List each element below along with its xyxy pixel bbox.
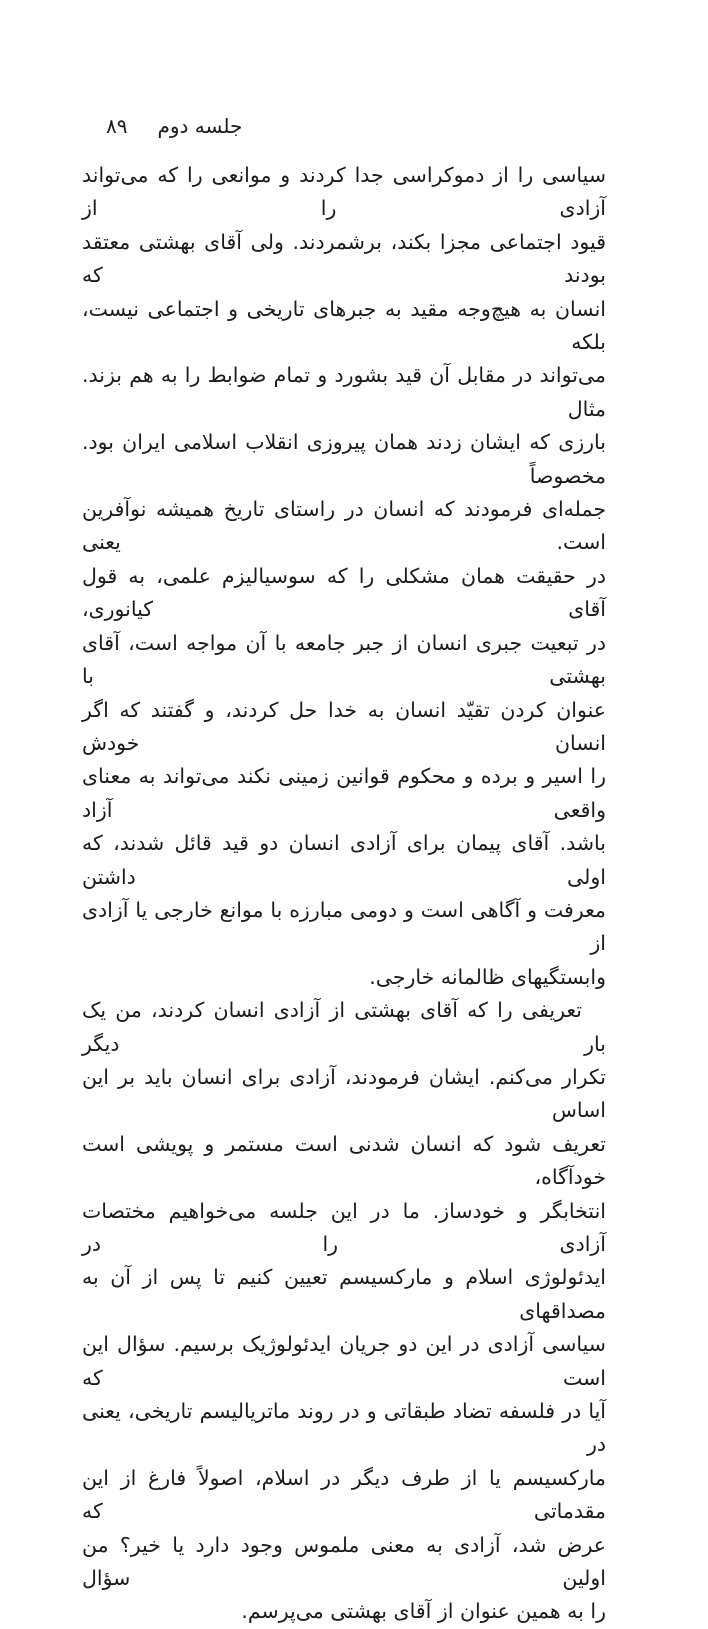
- paragraph: [82, 994, 606, 1629]
- text-line: انسان به هیچ‌وجه مقید به جبرهای تاریخی و اجتماعی نیست، بلکه: [82, 296, 606, 355]
- text-line: تعریف شود که انسان شدنی است مستمر و پویشی است خودآگاه،: [82, 1131, 606, 1190]
- text-line: عنوان کردن تقیّد انسان به خدا حل کردند، و گفتند که اگر انسان خودش: [82, 697, 606, 755]
- text-line: انتخابگر و خودساز. ما در این جلسه می‌خواهیم مختصات آزادی را در: [82, 1198, 606, 1256]
- text-line: تعریفی را که آقای بهشتی از آزادی انسان کردند، من یک بار دیگر: [82, 998, 606, 1056]
- text-line: تکرار می‌کنم. ایشان فرمودند، آزادی برای انسان باید بر این اساس: [82, 1064, 606, 1123]
- text-line: وابستگیهای ظالمانه خارجی.: [369, 964, 606, 989]
- text-line: را به همین عنوان از آقای بهشتی می‌پرسم.: [241, 1599, 606, 1624]
- text-line: در تبعیت جبری انسان از جبر جامعه با آن مواجه است، آقای بهشتی با: [82, 630, 606, 689]
- text-line: آیا در فلسفه تضاد طبقاتی و در روند ماتریالیسم تاریخی، یعنی در: [82, 1399, 606, 1457]
- text-line: معرفت و آگاهی است و دومی مبارزه با موانع خارجی یا آزادی از: [82, 897, 606, 956]
- text-line: در حقیقت همان مشکلی را که سوسیالیزم علمی، به قول آقای کیانوری،: [82, 563, 606, 622]
- text-line: ایدئولوژی اسلام و مارکسیسم تعیین کنیم تا پس از آن به مصداقهای: [82, 1265, 606, 1323]
- text-line: را اسیر و برده و محکوم قوانین زمینی نکند می‌تواند به معنای واقعی آزاد: [82, 764, 606, 822]
- text-line: بارزی که ایشان زدند همان پیروزی انقلاب اسلامی ایران بود. مخصوصاً: [82, 430, 606, 488]
- text-line: مارکسیسم یا از طرف دیگر در اسلام، اصولاً فارغ از این مقدماتی که: [82, 1465, 606, 1524]
- text-line: سیاسی را از دموکراسی جدا کردند و موانعی را که می‌تواند آزادی را از: [82, 163, 606, 221]
- page-header: [106, 114, 242, 138]
- text-line: باشد. آقای پیمان برای آزادی انسان دو قید قائل شدند، که اولی داشتن: [82, 831, 606, 889]
- paragraph: [82, 159, 606, 994]
- page-number: ۸۹: [106, 114, 128, 138]
- text-line: می‌تواند در مقابل آن قید بشورد و تمام ضوابط را به هم بزند. مثال: [82, 363, 606, 421]
- running-title: جلسه دوم: [157, 114, 243, 138]
- text-line: سیاسی آزادی در این دو جریان ایدئولوژیک برسیم. سؤال این است که: [82, 1332, 606, 1390]
- body-text: [82, 159, 606, 1629]
- text-line: قیود اجتماعی مجزا بکند، برشمردند. ولی آقای بهشتی معتقد بودند که: [82, 229, 606, 288]
- text-line: جمله‌ای فرمودند که انسان در راستای تاریخ همیشه نوآفرین است. یعنی: [82, 497, 606, 555]
- text-line: عرض شد، آزادی به معنی ملموس وجود دارد یا خیر؟ من اولین سؤال: [82, 1532, 606, 1591]
